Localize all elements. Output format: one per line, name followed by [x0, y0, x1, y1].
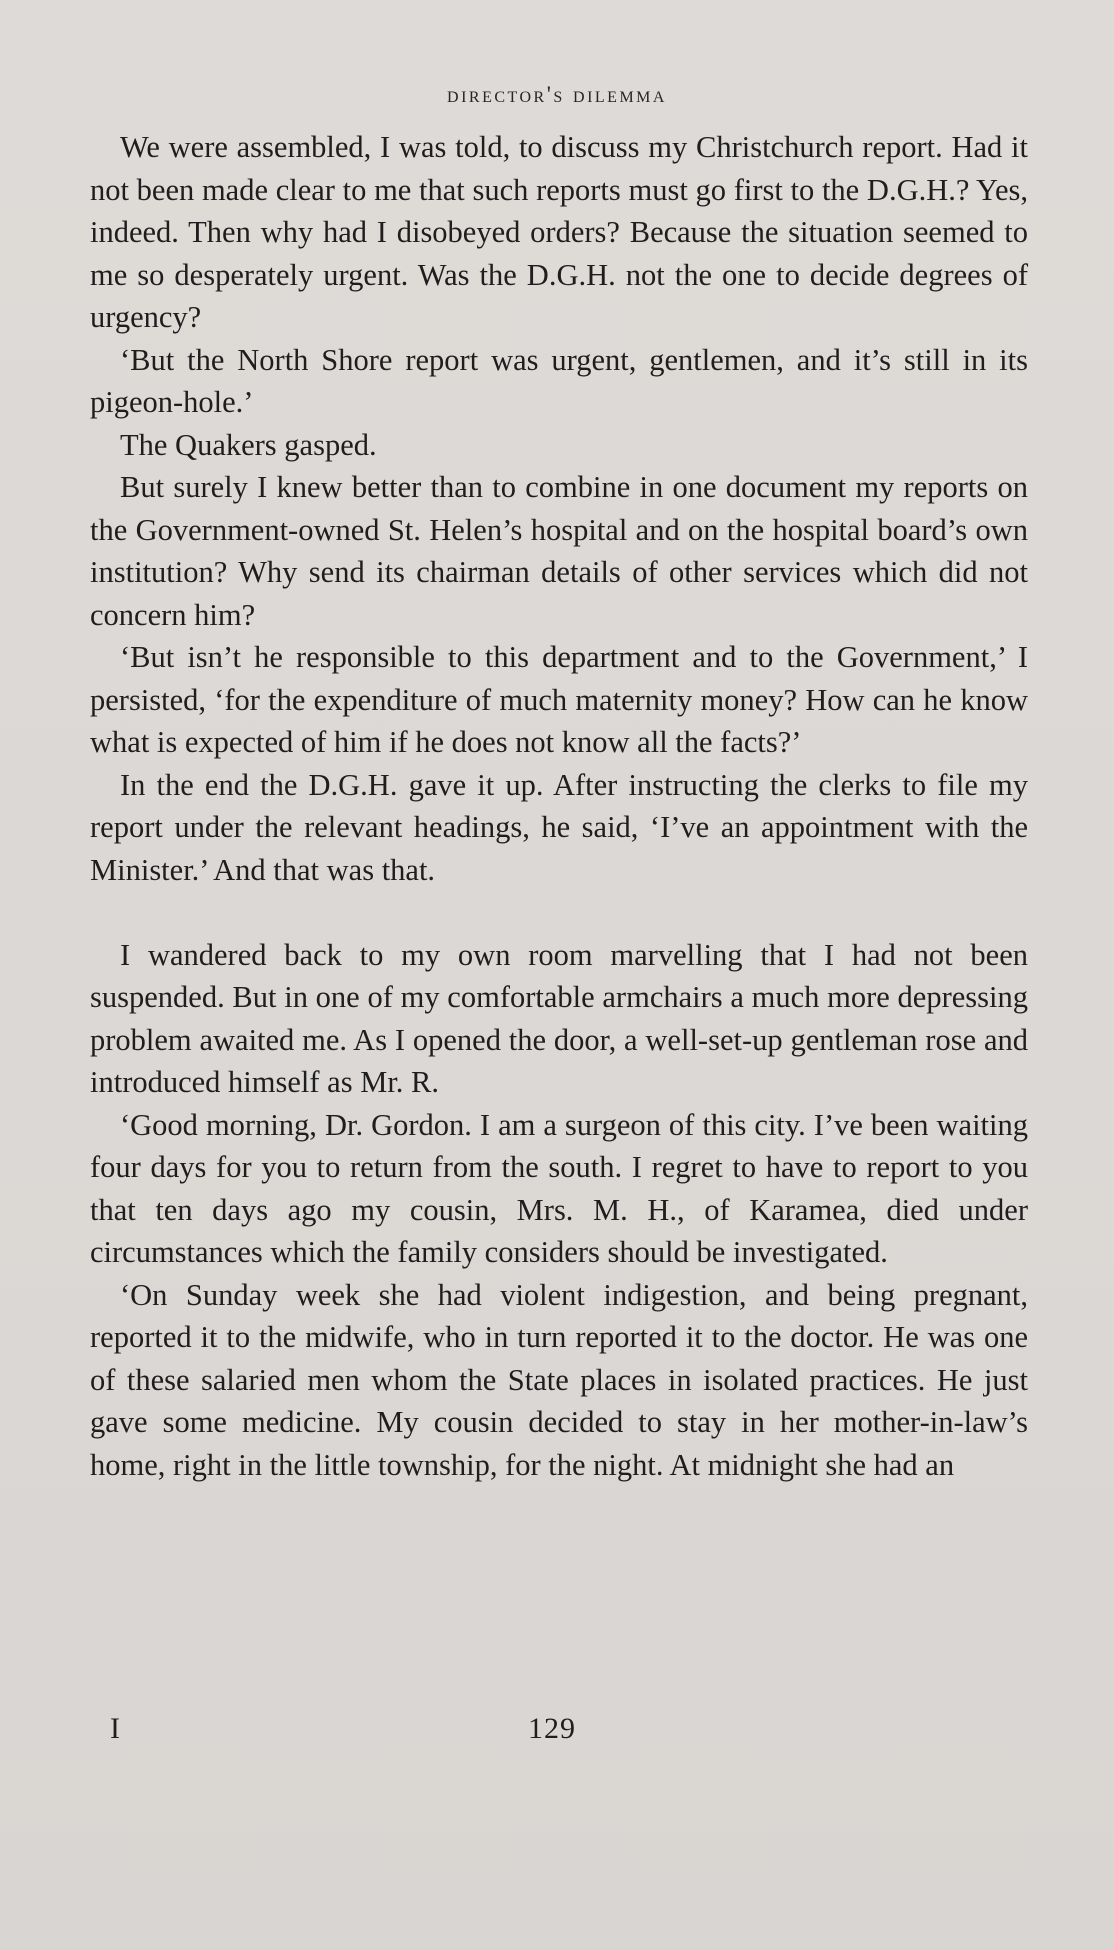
page-number: 129	[528, 1712, 576, 1745]
paragraph: ‘But isn’t he responsible to this department and to the Government,’ I persisted, ‘for the expenditure of much maternity money? How can he know what is expected of him if he does not know all the facts?’	[90, 640, 1028, 759]
paragraph: We were assembled, I was told, to discuss my Christchurch report. Had it not been made clear to me that such reports must go first to the D.G.H.? Yes, indeed. Then why had I disobeyed orders? Because the situation seemed to me so desperately urgent. Was the D.G.H. not the one to decide degrees of urgency?	[90, 130, 1028, 334]
paragraph: I wandered back to my own room marvelling that I had not been suspended. But in one of my comfortable armchairs a much more depressing problem awaited me. As I opened the door, a well-set-up gentleman rose and introduced himself as Mr. R.	[90, 937, 1028, 1099]
paragraph: ‘But the North Shore report was urgent, gentlemen, and it’s still in its pigeon-hole.’	[90, 342, 1028, 419]
paragraph: ‘Good morning, Dr. Gordon. I am a surgeon of this city. I’ve been waiting four days for you to return from the south. I regret to have to report to you that ten days ago my cousin, Mrs. M. H., of Karamea, died under circumstances which the family considers should be investigated.	[90, 1107, 1028, 1269]
paragraph: But surely I knew better than to combine in one document my reports on the Government-owned St. Helen’s hospital and on the hospital board’s own institution? Why send its chairman details of other services which did not concern him?	[90, 470, 1028, 632]
paragraph: ‘On Sunday week she had violent indigestion, and being pregnant, reported it to the midwife, who in turn reported it to the doctor. He was one of these salaried men whom the State places in isolated practices. He just gave some medicine. My cousin decided to stay in her mother-in-law’s home, right in the little township, for the night. At midnight she had an	[90, 1277, 1028, 1482]
body-text	[90, 126, 1028, 1486]
paragraph: In the end the D.G.H. gave it up. After instructing the clerks to file my report under the relevant headings, he said, ‘I’ve an appointment with the Minister.’ And that was that.	[90, 767, 1028, 887]
running-head: director's dilemma	[447, 82, 667, 107]
paragraph: The Quakers gasped.	[120, 427, 377, 462]
signature-mark: I	[110, 1712, 120, 1745]
